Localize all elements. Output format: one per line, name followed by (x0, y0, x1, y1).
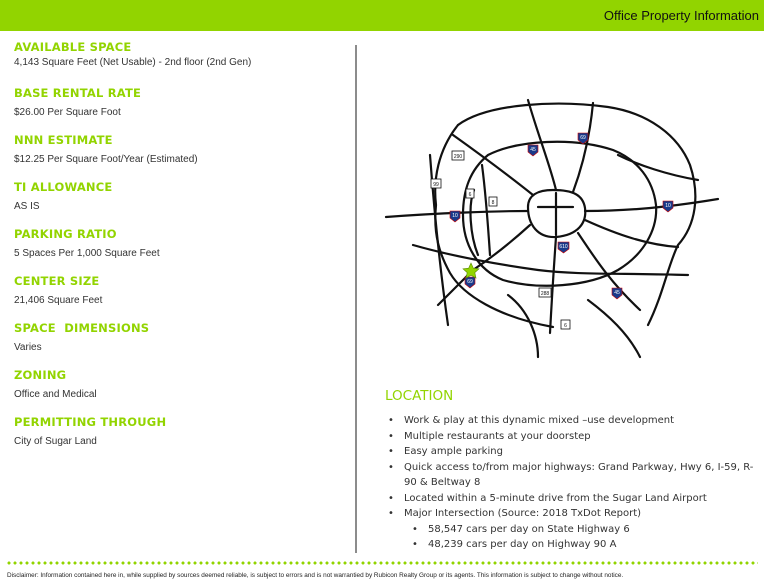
field-label: CENTER SIZE (14, 274, 100, 288)
interstate-shield-icon (465, 277, 475, 288)
shield-label: 6 (468, 192, 472, 198)
shield-label: 10 (452, 213, 458, 219)
shield-label: 290 (453, 154, 463, 160)
sub-list-item: • 58,547 cars per day on State Highway 6 (388, 522, 758, 538)
shield-label: 6 (564, 323, 567, 329)
interstate-shield-icon (663, 201, 673, 212)
field-space-dimensions (14, 321, 149, 353)
field-label: PERMITTING THROUGH (14, 415, 167, 429)
list-item: • Located within a 5-minute drive from the Sugar Land Airport (388, 491, 758, 507)
list-item: • Easy ample parking (388, 444, 758, 460)
field-zoning (14, 368, 97, 400)
field-value: AS IS (14, 201, 40, 212)
route-shield-icon (431, 179, 441, 188)
location-bullets (388, 413, 758, 553)
route-shield-icon (561, 320, 570, 329)
interstate-shield-icon (450, 211, 460, 222)
field-label: ZONING (14, 368, 67, 382)
field-ti-allowance (14, 180, 112, 212)
field-label: TI ALLOWANCE (14, 180, 113, 194)
field-value: Varies (14, 342, 42, 353)
shield-label: 45 (614, 290, 620, 296)
shield-label: 610 (559, 244, 568, 250)
field-available-space (14, 40, 251, 68)
interstate-shield-icon (528, 145, 538, 156)
shield-label: 45 (530, 147, 536, 153)
sub-list-item: • 48,239 cars per day on Highway 90 A (388, 537, 758, 553)
star-icon (463, 263, 479, 278)
location-title: LOCATION (385, 388, 454, 404)
shield-label: 8 (491, 200, 495, 206)
interstate-shield-icon (612, 288, 622, 299)
column-divider (355, 45, 357, 553)
field-value: $26.00 Per Square Foot (14, 107, 121, 118)
field-value: $12.25 Per Square Foot/Year (Estimated) (14, 154, 198, 165)
page-title: Office Property Information (603, 8, 759, 23)
field-label: NNN ESTIMATE (14, 133, 113, 147)
route-shield-icon (489, 197, 497, 206)
field-label: BASE RENTAL RATE (14, 86, 142, 100)
disclaimer: Disclaimer: Information contained here in, while supplied by sources deemed reliable, is subject to errors and is not warrantied by Rubicon Realty Group or its agents. This information is subject to change without notice. (7, 572, 624, 579)
route-shield-icon (539, 288, 551, 297)
highway-map (378, 95, 724, 365)
shield-label: 69 (580, 135, 586, 141)
field-label: AVAILABLE SPACE (14, 40, 132, 54)
list-item: • Major Intersection (Source: 2018 TxDot Report) (388, 506, 758, 522)
header-bar (0, 0, 764, 31)
shield-label: 288 (540, 291, 550, 297)
field-value: 21,406 Square Feet (14, 295, 103, 306)
dotted-divider (6, 561, 758, 565)
field-center-size (14, 274, 102, 306)
route-shield-icon (452, 151, 464, 160)
field-base-rental-rate (14, 86, 141, 118)
field-value: 4,143 Square Feet (Net Usable) - 2nd floor (2nd Gen) (14, 57, 252, 68)
field-nnn-estimate (14, 133, 198, 165)
field-permitting-through (14, 415, 166, 447)
field-value: City of Sugar Land (14, 436, 97, 447)
field-value: 5 Spaces Per 1,000 Square Feet (14, 248, 160, 259)
list-item: • Quick access to/from major highways: Grand Parkway, Hwy 6, I-59, R-90 & Beltway 8 (388, 460, 758, 491)
shield-label: 99 (433, 182, 439, 188)
list-item: • Multiple restaurants at your doorstep (388, 429, 758, 445)
field-value: Office and Medical (14, 389, 97, 400)
field-parking-ratio (14, 227, 160, 259)
route-shield-icon (466, 189, 474, 198)
shield-label: 69 (467, 279, 473, 285)
field-label: SPACE DIMENSIONS (14, 321, 150, 335)
field-label: PARKING RATIO (14, 227, 117, 241)
shield-label: 10 (665, 203, 671, 209)
interstate-shield-icon (558, 242, 569, 253)
list-item: • Work & play at this dynamic mixed –use development (388, 413, 758, 429)
